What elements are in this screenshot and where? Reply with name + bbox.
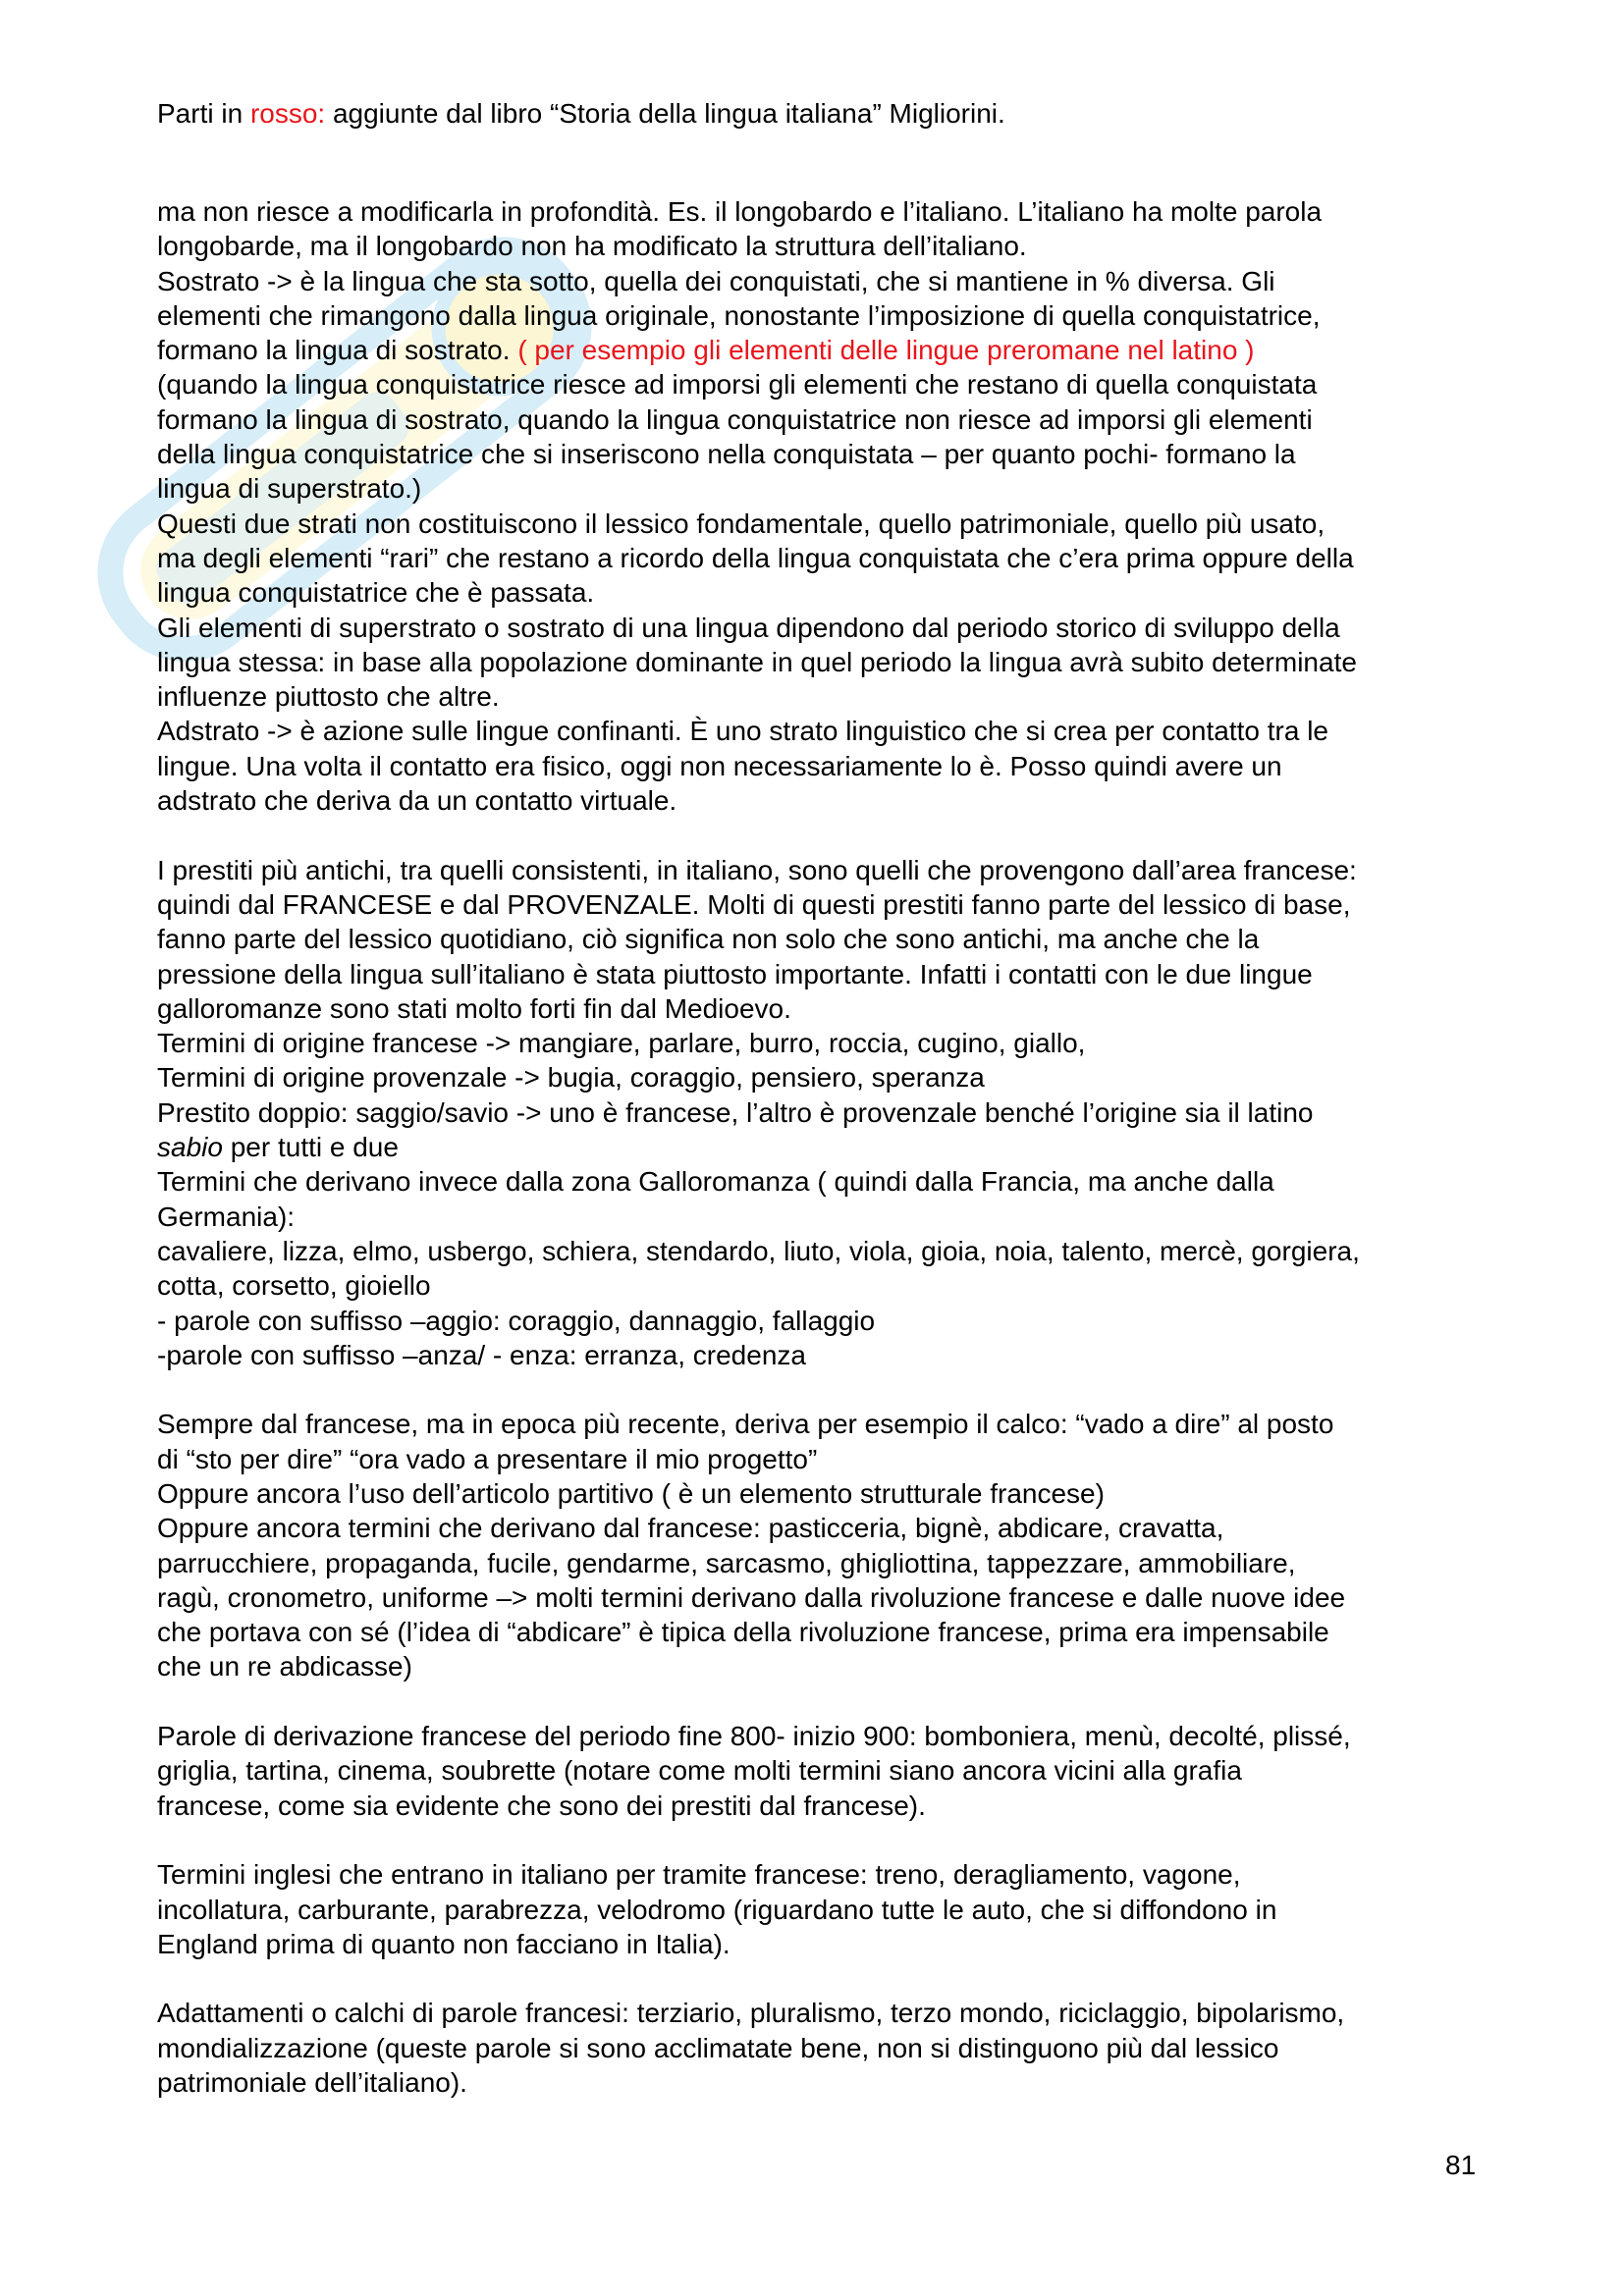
red-annotation: ( per esempio gli elementi delle lingue preromane nel latino ) (517, 335, 1255, 366)
text-line (157, 1130, 1492, 1164)
text-line: Termini inglesi che entrano in italiano per tramite francese: treno, deragliamento, vagone, (157, 1859, 1241, 1891)
text-line: parrucchiere, propaganda, fucile, gendarme, sarcasmo, ghigliottina, tappezzare, ammobiliare, (157, 1547, 1296, 1578)
paragraph-gap (157, 818, 1492, 852)
line-text: per tutti e due (222, 1132, 399, 1163)
text-line: pressione della lingua sull’italiano è stata piuttosto importante. Infatti i contatti con le due lingue (157, 958, 1313, 989)
text-line: cavaliere, lizza, elmo, usbergo, schiera, stendardo, liuto, viola, gioia, noia, talento, mercè, gorgiera, (157, 1235, 1360, 1266)
page-number: 81 (1445, 2150, 1477, 2180)
text-line: cotta, corsetto, gioiello (157, 1270, 431, 1302)
text-line: formano la lingua di sostrato, quando la lingua conquistatrice non riesce ad imporsi gli elementi (157, 403, 1313, 435)
paragraph-gap (157, 1684, 1492, 1719)
text-line: ma non riesce a modificarla in profondità. Es. il longobardo e l’italiano. L’italiano ha molte parola (157, 196, 1323, 227)
text-line: elementi che rimangono dalla lingua originale, nonostante l’imposizione di quella conquistatrice, (157, 299, 1321, 331)
text-line: ma degli elementi “rari” che restano a ricordo della lingua conquistata che c’era prima oppure della (157, 542, 1354, 573)
paragraph-gap (157, 1961, 1492, 1996)
text-line (157, 333, 1492, 367)
body-text (157, 194, 1492, 2100)
header-prefix: Parti in (157, 98, 250, 129)
text-line: Sempre dal francese, ma in epoca più recente, deriva per esempio il calco: “vado a dire” al posto (157, 1409, 1334, 1440)
text-line: ragù, cronometro, uniforme –> molti termini derivano dalla rivoluzione francese e dalle nuove idee (157, 1581, 1346, 1613)
text-line: I prestiti più antichi, tra quelli consistenti, in italiano, sono quelli che provengono dall’area francese: (157, 854, 1357, 885)
text-line: Gli elementi di superstrato o sostrato di una lingua dipendono dal periodo storico di sviluppo della (157, 612, 1340, 643)
text-line: -parole con suffisso –anza/ - enza: erranza, credenza (157, 1339, 806, 1370)
text-line: Termini che derivano invece dalla zona Galloromanza ( quindi dalla Francia, ma anche dalla (157, 1166, 1274, 1198)
text-line: lingua di superstrato.) (157, 473, 422, 505)
text-line: Parole di derivazione francese del periodo fine 800- inizio 900: bomboniera, menù, decolté, plissé, (157, 1721, 1351, 1752)
text-line: Termini di origine provenzale -> bugia, coraggio, pensiero, speranza (157, 1062, 985, 1094)
text-line: che portava con sé (l’idea di “abdicare” è tipica della rivoluzione francese, prima era impensabile (157, 1617, 1329, 1648)
header-red-word: rosso: (249, 98, 326, 129)
text-line: lingua conquistatrice che è passata. (157, 577, 595, 609)
text-line: Oppure ancora termini che derivano dal francese: pasticceria, bignè, abdicare, cravatta, (157, 1513, 1224, 1544)
text-line: Prestito doppio: saggio/savio -> uno è francese, l’altro è provenzale benché l’origine sia il latino (157, 1096, 1314, 1128)
text-line: Questi due strati non costituiscono il lessico fondamentale, quello patrimoniale, quello più usato, (157, 507, 1325, 539)
text-line: mondializzazione (queste parole si sono acclimatate bene, non si distinguono più dal lessico (157, 2032, 1279, 2063)
text-line: Termini di origine francese -> mangiare, parlare, burro, roccia, cugino, giallo, (157, 1028, 1086, 1059)
text-line: che un re abdicasse) (157, 1651, 412, 1682)
text-line: patrimoniale dell’italiano). (157, 2067, 467, 2099)
header-note (157, 96, 1005, 131)
text-line: griglia, tartina, cinema, soubrette (notare come molti termini siano ancora vicini alla grafia (157, 1755, 1242, 1787)
text-line: Germania): (157, 1201, 296, 1232)
text-line: fanno parte del lessico quotidiano, ciò significa non solo che sono antichi, ma anche che la (157, 924, 1260, 955)
header-suffix: aggiunte dal libro “Storia della lingua italiana” Migliorini. (325, 98, 1005, 129)
text-line: di “sto per dire” “ora vado a presentare il mio progetto” (157, 1443, 818, 1474)
text-line: (quando la lingua conquistatrice riesce ad imporsi gli elementi che restano di quella conquistata (157, 369, 1318, 400)
text-line: lingue. Una volta il contatto era fisico, oggi non necessariamente lo è. Posso quindi avere un (157, 750, 1282, 781)
text-line: francese, come sia evidente che sono dei prestiti dal francese). (157, 1789, 926, 1821)
text-line: incollatura, carburante, parabrezza, velodromo (riguardano tutte le auto, che si diffondono in (157, 1894, 1277, 1925)
text-line: Adstrato -> è azione sulle lingue confinanti. È uno strato linguistico che si crea per contatto tra le (157, 716, 1329, 747)
text-line: Adattamenti o calchi di parole francesi: terziario, pluralismo, terzo mondo, riciclaggio, bipolarismo, (157, 1998, 1345, 2029)
text-line: Oppure ancora l’uso dell’articolo partitivo ( è un elemento strutturale francese) (157, 1477, 1105, 1509)
italic-word: sabio (157, 1132, 223, 1163)
text-line: della lingua conquistatrice che si inseriscono nella conquistata – per quanto pochi- formano la (157, 439, 1296, 470)
text-line: adstrato che deriva da un contatto virtuale. (157, 785, 677, 817)
text-line: Sostrato -> è la lingua che sta sotto, quella dei conquistati, che si mantiene in % diversa. Gli (157, 265, 1275, 296)
paragraph-gap (157, 1372, 1492, 1407)
text-line: longobarde, ma il longobardo non ha modificato la struttura dell’italiano. (157, 231, 1027, 262)
text-line: lingua stessa: in base alla popolazione dominante in quel periodo la lingua avrà subito determinate (157, 646, 1357, 677)
paragraph-gap (157, 1823, 1492, 1857)
text-line: galloromanze sono stati molto forti fin dal Medioevo. (157, 992, 791, 1024)
line-text: formano la lingua di sostrato. (157, 335, 518, 366)
text-line: quindi dal FRANCESE e dal PROVENZALE. Molti di questi prestiti fanno parte del lessico di base, (157, 888, 1351, 920)
text-line: England prima di quanto non facciano in Italia). (157, 1928, 730, 1959)
text-line: - parole con suffisso –aggio: coraggio, dannaggio, fallaggio (157, 1305, 876, 1336)
text-line: influenze piuttosto che altre. (157, 681, 500, 713)
